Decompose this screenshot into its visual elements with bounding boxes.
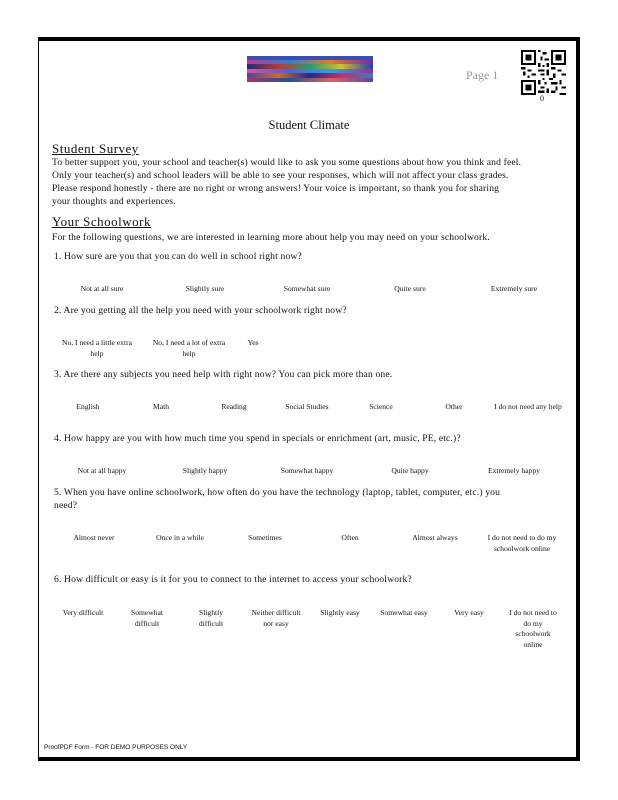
survey-intro	[52, 156, 572, 208]
q3-option[interactable]: Other	[445, 402, 463, 411]
q3-option[interactable]: Science	[369, 402, 393, 411]
school-logo	[247, 56, 373, 82]
q6-option[interactable]: Neither difficult nor easy	[251, 608, 301, 628]
q4-option[interactable]: Quite happy	[391, 466, 429, 475]
q3-option[interactable]: I do not need any help	[494, 402, 562, 411]
q3-option[interactable]: English	[76, 402, 100, 411]
question-5	[54, 486, 554, 512]
q4-option[interactable]: Somewhat happy	[280, 466, 334, 475]
question-1: 1. How sure are you that you can do well in school right now?	[54, 251, 302, 262]
q3-option[interactable]: Social Studies	[285, 402, 329, 411]
q4-option[interactable]: Slightly happy	[182, 466, 228, 475]
q6-option[interactable]: Very easy	[454, 608, 484, 617]
page-title: Student Climate	[268, 118, 350, 132]
q5-option[interactable]: Often	[341, 533, 359, 542]
footer-note: ProofPDF Form - FOR DEMO PURPOSES ONLY	[44, 744, 188, 751]
survey-intro-line: your thoughts and experiences.	[52, 196, 176, 207]
q6-option[interactable]: I do not need to do my schoolwork online	[509, 608, 557, 649]
q5-option[interactable]: Almost always	[412, 533, 458, 542]
q2-option[interactable]: No, I need a lot of extra help	[152, 338, 226, 358]
q1-option[interactable]: Somewhat sure	[283, 284, 331, 293]
q6-option[interactable]: Somewhat easy	[380, 608, 428, 617]
question-5-line: 5. When you have online schoolwork, how often do you have the technology (laptop, tablet, computer, etc.) you	[54, 487, 501, 498]
section-heading-schoolwork: Your Schoolwork	[52, 214, 151, 229]
survey-intro-line: Only your teacher(s) and school leaders will be able to see your responses, which will not affect your class grades.	[52, 170, 509, 181]
q2-option[interactable]: No, I need a little extra help	[61, 338, 132, 358]
question-6: 6. How difficult or easy is it for you to connect to the internet to access your schoolwork?	[54, 574, 412, 585]
q4-option[interactable]: Extremely happy	[487, 466, 541, 475]
question-5-line: need?	[54, 500, 78, 511]
q6-option[interactable]: Slightly difficult	[198, 608, 224, 628]
page-number: Page 1	[466, 68, 499, 82]
question-3: 3. Are there any subjects you need help with right now? You can pick more than one.	[54, 369, 393, 380]
q5-option[interactable]: I do not need to do my schoolwork online	[487, 533, 557, 553]
section-heading-survey: Student Survey	[52, 141, 139, 156]
q6-option[interactable]: Slightly easy	[320, 608, 360, 617]
q6-option[interactable]: Very difficult	[62, 608, 104, 617]
q1-option[interactable]: Quite sure	[394, 284, 426, 293]
q3-option[interactable]: Reading	[221, 402, 247, 411]
q5-option[interactable]: Almost never	[73, 533, 115, 542]
q5-option[interactable]: Sometimes	[248, 533, 282, 542]
question-2: 2. Are you getting all the help you need with your schoolwork right now?	[54, 305, 347, 316]
q1-option[interactable]: Not at all sure	[80, 284, 124, 293]
qr-code-icon	[521, 50, 566, 95]
q5-option[interactable]: Once in a while	[156, 533, 204, 542]
q6-option[interactable]: Somewhat difficult	[130, 608, 164, 628]
survey-intro-line: To better support you, your school and teacher(s) would like to ask you some questions about how you think and feel.	[52, 157, 522, 168]
question-4: 4. How happy are you with how much time you spend in specials or enrichment (art, music, PE, etc.)?	[54, 433, 461, 444]
qr-number: 0	[540, 94, 544, 103]
q3-option[interactable]: Math	[152, 402, 170, 411]
q1-option[interactable]: Slightly sure	[185, 284, 225, 293]
survey-intro-line: Please respond honestly - there are no right or wrong answers! Your voice is important, so thank you for sharing	[52, 183, 500, 194]
q4-option[interactable]: Not at all happy	[77, 466, 127, 475]
q2-option[interactable]: Yes	[247, 338, 259, 347]
schoolwork-intro: For the following questions, we are interested in learning more about help you may need on your schoolwork.	[52, 232, 490, 243]
q1-option[interactable]: Extremely sure	[490, 284, 538, 293]
